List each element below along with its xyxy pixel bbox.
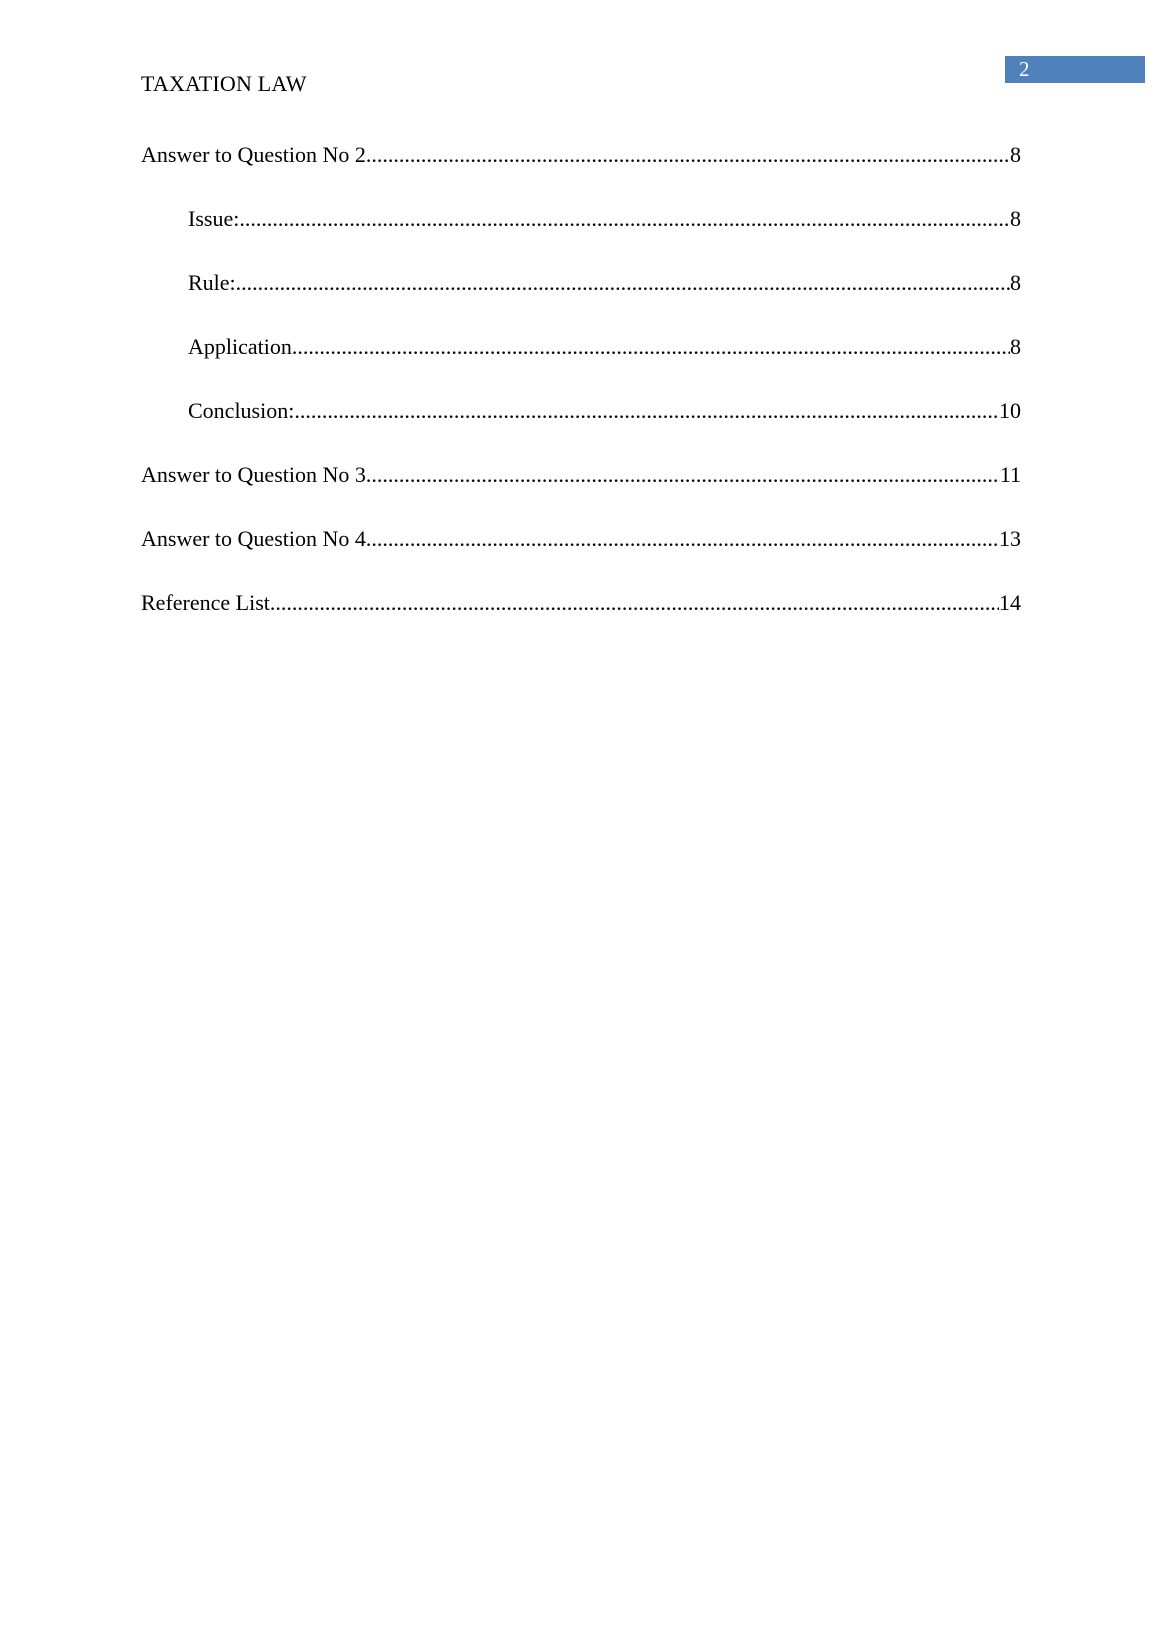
toc-entry-label: Answer to Question No 3 <box>141 462 366 487</box>
toc-entry-label: Answer to Question No 4 <box>141 526 366 551</box>
toc-dot-leader <box>236 268 1010 298</box>
toc-entry-reference-list[interactable] <box>141 588 1021 618</box>
running-header-title: TAXATION LAW <box>141 71 307 96</box>
toc-dot-leader <box>270 588 999 618</box>
toc-dot-leader <box>366 140 1010 170</box>
toc-entry-page: 11 <box>999 462 1021 487</box>
page-number-box <box>1005 56 1145 83</box>
toc-entry-page: 10 <box>999 398 1021 423</box>
toc-entry-label: Rule: <box>188 270 236 295</box>
page-number: 2 <box>1019 57 1030 81</box>
toc-entry-label: Issue: <box>188 206 240 231</box>
toc-entry-answer-q3[interactable] <box>141 460 1021 490</box>
toc-entry-application[interactable] <box>188 332 1021 362</box>
toc-dot-leader <box>292 332 1010 362</box>
toc-entry-answer-q4[interactable] <box>141 524 1021 554</box>
toc-dot-leader <box>366 524 999 554</box>
toc-entry-answer-q2[interactable] <box>141 140 1021 170</box>
toc-entry-issue[interactable] <box>188 204 1021 234</box>
toc-entry-page: 13 <box>999 526 1021 551</box>
toc-entry-rule[interactable] <box>188 268 1021 298</box>
toc-entry-label: Answer to Question No 2 <box>141 142 366 167</box>
toc-entry-page: 8 <box>1010 334 1021 359</box>
toc-entry-conclusion[interactable] <box>188 396 1021 426</box>
toc-dot-leader <box>366 460 1000 490</box>
toc-entry-page: 8 <box>1010 142 1021 167</box>
toc-entry-label: Application <box>188 334 292 359</box>
toc-entry-page: 14 <box>999 590 1021 615</box>
toc-entry-page: 8 <box>1010 270 1021 295</box>
toc-dot-leader <box>294 396 999 426</box>
toc-entry-label: Reference List <box>141 590 270 615</box>
toc-entry-page: 8 <box>1010 206 1021 231</box>
toc-dot-leader <box>239 204 1010 234</box>
toc-entry-label: Conclusion: <box>188 398 295 423</box>
